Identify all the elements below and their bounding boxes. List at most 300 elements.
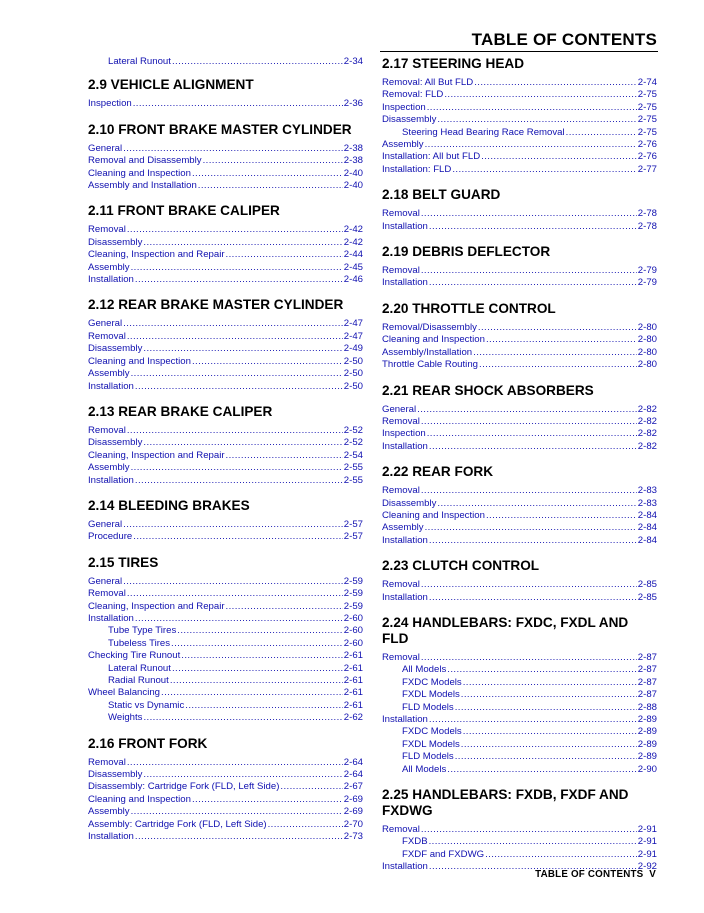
toc-entry-label: Checking Tire Runout [88,650,181,662]
toc-entry[interactable] [382,652,657,664]
toc-section [88,736,363,844]
header-rule [380,51,658,52]
toc-entry-page: 2-61 [343,650,363,662]
toc-entry-label: Removal [382,824,420,836]
dot-leader [437,114,636,126]
toc-entry[interactable] [382,127,657,139]
dot-leader [429,714,637,726]
dot-leader [133,531,343,543]
toc-section [382,56,657,176]
toc-entry-label: Removal and Disassembly [88,155,202,167]
toc-entry-page: 2-88 [637,701,657,713]
toc-entry[interactable] [382,139,657,151]
toc-entry-page: 2-52 [343,437,363,449]
toc-entry-label: Cleaning and Inspection [382,334,485,346]
toc-entry[interactable] [88,831,363,843]
toc-entry-page: 2-80 [637,321,657,333]
toc-entry[interactable] [382,114,657,126]
toc-entry-page: 2-89 [637,714,657,725]
toc-entry-page: 2-69 [343,793,363,805]
toc-entry-label: Wheel Balancing [88,687,160,699]
toc-entry-label: Assembly and Installation [88,180,197,192]
toc-entry-page: 2-75 [637,89,657,101]
dot-leader [421,579,637,591]
toc-entry[interactable] [382,510,657,522]
toc-entry-page: 2-82 [637,440,657,452]
toc-entry-page: 2-61 [343,699,363,711]
toc-entry[interactable] [88,794,363,806]
toc-entry-label: Assembly [382,139,424,151]
toc-entry[interactable] [382,498,657,510]
toc-entry[interactable] [88,519,363,531]
toc-entry-page: 2-50 [343,368,363,380]
toc-entry-label: Lateral Runout [108,56,171,67]
toc-entry[interactable] [88,531,363,543]
toc-entry-label: Removal: All But FLD [382,77,474,88]
toc-entry-label: Cleaning and Inspection [88,167,191,179]
toc-entry-label: Removal/Disassembly [382,321,477,333]
toc-entry[interactable] [382,726,657,738]
dot-leader [268,819,343,831]
toc-entry-page: 2-76 [637,139,657,151]
toc-entry-page: 2-78 [637,208,657,220]
toc-entry-label: Inspection [382,101,426,113]
toc-entry-label: Installation [88,474,134,486]
dot-leader [172,56,343,68]
toc-entry-page: 2-80 [637,334,657,346]
footer-page-number: V [649,869,656,880]
toc-entry[interactable] [88,588,363,600]
toc-entry[interactable] [88,381,363,393]
toc-entry-label: Weights [108,712,143,724]
toc-entry-label: Installation: FLD [382,163,452,175]
toc-entry[interactable] [382,441,657,453]
dot-leader [444,89,636,101]
toc-entry[interactable] [88,425,363,437]
dot-leader [421,652,637,664]
dot-leader [127,588,343,600]
toc-entry-page: 2-36 [343,98,363,110]
toc-entry-label: General [88,318,123,330]
toc-section [382,787,657,874]
section-title: 2.23 CLUTCH CONTROL [382,558,540,574]
toc-entry[interactable] [382,689,657,701]
toc-entry-label: Removal [382,579,420,591]
toc-entry-label: General [88,142,123,154]
toc-entry-label: Disassembly [382,497,437,509]
toc-entry-page: 2-76 [637,151,657,163]
section-title: 2.24 HANDLEBARS: FXDC, FXDL AND FLD [382,614,629,646]
dot-leader [461,739,637,751]
toc-entry[interactable] [382,764,657,776]
toc-entry-page: 2-92 [637,861,657,873]
toc-entry-label: FXDF and FXDWG [402,848,485,860]
toc-section [88,498,363,544]
toc-entry[interactable] [88,663,363,675]
toc-entry[interactable] [88,712,363,724]
toc-entry-label: Removal [382,415,420,427]
toc-entry[interactable] [382,359,657,371]
dot-leader [437,498,636,510]
toc-entry-label: Assembly/Installation [382,346,473,358]
toc-entry-page: 2-80 [637,359,657,371]
toc-entry-page: 2-59 [343,575,363,587]
dot-leader [429,441,637,453]
toc-entry[interactable] [88,56,363,68]
section-title: 2.13 REAR BRAKE CALIPER [88,403,273,419]
dot-leader [123,143,343,155]
toc-entry-label: Radial Runout [108,675,169,686]
toc-section [88,203,363,286]
page-header-title: TABLE OF CONTENTS [471,30,657,49]
toc-entry[interactable] [382,677,657,689]
dot-leader [421,416,637,428]
dot-leader [473,347,637,359]
toc-entry-page: 2-62 [343,712,363,724]
section-title: 2.17 STEERING HEAD [382,56,525,71]
dot-leader [461,689,637,701]
toc-entry-page: 2-89 [637,726,657,738]
toc-entry-page: 2-85 [637,591,657,603]
toc-entry-page: 2-87 [637,689,657,701]
toc-entry[interactable] [88,613,363,625]
toc-entry[interactable] [88,462,363,474]
toc-entry-page: 2-74 [637,77,657,88]
toc-entry-label: Disassembly [88,343,143,355]
toc-entry-label: FLD Models [402,701,454,713]
toc-entry[interactable] [88,819,363,831]
toc-entry-page: 2-50 [343,355,363,367]
dot-leader [192,168,343,180]
dot-leader [127,757,343,769]
dot-leader [135,475,343,487]
toc-entry[interactable] [88,700,363,712]
toc-entry-label: Removal [88,224,126,236]
toc-entry[interactable] [382,739,657,751]
toc-entry[interactable] [382,428,657,440]
toc-entry-label: Disassembly [382,114,437,126]
toc-entry[interactable] [88,475,363,487]
toc-entry-page: 2-82 [637,415,657,427]
toc-entry-page: 2-54 [343,449,363,461]
toc-entry-label: Removal [382,485,420,497]
toc-entry[interactable] [382,702,657,714]
toc-entry-label: Installation [88,612,134,624]
toc-entry-page: 2-55 [343,462,363,474]
toc-entry[interactable] [88,675,363,687]
toc-entry-label: Removal [88,588,126,600]
toc-entry[interactable] [88,274,363,286]
toc-entry-label: Installation [382,220,428,232]
toc-entry-label: Disassembly: Cartridge Fork (FLD, Left Side) [88,781,280,793]
toc-entry[interactable] [88,155,363,167]
toc-entry-label: Installation [382,591,428,603]
dot-leader [429,836,637,848]
toc-entry-label: Tube Type Tires [108,625,177,637]
dot-leader [447,764,637,776]
toc-entry[interactable] [88,224,363,236]
toc-entry[interactable] [382,751,657,763]
toc-entry[interactable] [382,836,657,848]
toc-entry-label: Cleaning, Inspection and Repair [88,600,225,612]
toc-entry-page: 2-87 [637,651,657,663]
dot-leader [486,510,637,522]
toc-entry[interactable] [382,592,657,604]
section-title: 2.18 BELT GUARD [382,187,501,203]
section-title: 2.15 TIRES [88,554,159,570]
toc-entry[interactable] [88,180,363,192]
toc-entry-label: Disassembly [88,437,143,449]
footer-title: TABLE OF CONTENTS [535,869,644,880]
toc-entry-label: FXDL Models [402,689,460,701]
dot-leader [181,650,343,662]
toc-entry[interactable] [382,824,657,836]
toc-entry-page: 2-55 [343,474,363,486]
toc-entry-page: 2-79 [637,277,657,289]
toc-section [88,404,363,487]
toc-entry[interactable] [382,347,657,359]
toc-entry-page: 2-84 [637,534,657,546]
toc-entry-label: Cleaning and Inspection [382,509,485,521]
toc-entry[interactable] [88,262,363,274]
section-title: 2.20 THROTTLE CONTROL [382,300,556,316]
toc-entry-page: 2-75 [637,126,657,138]
toc-entry-page: 2-67 [343,781,363,793]
toc-entry-label: Installation [382,861,428,873]
toc-entry-page: 2-40 [343,167,363,179]
toc-entry-label: Throttle Cable Routing [382,359,478,371]
toc-entry[interactable] [88,98,363,110]
dot-leader [143,343,342,355]
toc-entry-page: 2-84 [637,509,657,521]
toc-entry-label: Assembly [88,368,130,380]
toc-section [88,77,363,110]
toc-section [88,555,363,725]
section-title: 2.12 REAR BRAKE MASTER CYLINDER [88,297,344,313]
toc-column-left [88,56,363,854]
toc-entry-page: 2-64 [343,756,363,768]
toc-entry-page: 2-89 [637,751,657,763]
toc-entry-page: 2-59 [343,600,363,612]
toc-entry-label: Assembly [88,806,130,818]
toc-entry-page: 2-60 [343,612,363,624]
toc-entry-page: 2-91 [637,848,657,860]
section-title: 2.10 FRONT BRAKE MASTER CYLINDER [88,121,352,137]
dot-leader [135,274,343,286]
dot-leader [127,425,343,437]
section-title: 2.14 BLEEDING BRAKES [88,497,250,513]
toc-entry-page: 2-59 [343,588,363,600]
toc-entry[interactable] [382,416,657,428]
dot-leader [429,277,637,289]
toc-entry[interactable] [382,535,657,547]
toc-entry[interactable] [88,143,363,155]
toc-entry[interactable] [382,664,657,676]
toc-section [382,301,657,372]
dot-leader [429,221,637,233]
dot-leader [427,102,637,114]
toc-entry-page: 2-42 [343,224,363,236]
dot-leader [131,262,343,274]
toc-entry[interactable] [88,625,363,637]
toc-entry-page: 2-83 [637,497,657,509]
dot-leader [474,77,637,89]
section-title: 2.25 HANDLEBARS: FXDB, FXDF AND FXDWG [382,787,629,819]
toc-entry-label: Tubeless Tires [108,637,171,649]
toc-entry-label: Removal [88,756,126,768]
toc-entry-page: 2-34 [343,56,363,67]
toc-entry[interactable] [88,168,363,180]
toc-column-right [382,56,657,885]
toc-entry[interactable] [88,601,363,613]
toc-entry-label: Static vs Dynamic [108,699,185,711]
toc-entry[interactable] [382,77,657,89]
dot-leader [171,638,343,650]
toc-entry[interactable] [88,237,363,249]
dot-leader [486,334,637,346]
toc-entry[interactable] [88,450,363,462]
toc-entry-page: 2-69 [343,806,363,818]
toc-section [382,383,657,454]
dot-leader [131,806,343,818]
toc-entry-label: General [88,575,123,587]
toc-entry[interactable] [382,221,657,233]
toc-entry[interactable] [382,277,657,289]
toc-entry-page: 2-47 [343,330,363,342]
toc-entry[interactable] [382,208,657,220]
toc-entry[interactable] [382,404,657,416]
dot-leader [226,601,343,613]
dot-leader [143,769,342,781]
toc-entry[interactable] [382,849,657,861]
toc-entry[interactable] [88,318,363,330]
toc-entry-label: Inspection [88,98,132,110]
toc-entry-page: 2-47 [343,318,363,330]
toc-entry-page: 2-85 [637,579,657,591]
toc-entry[interactable] [382,151,657,163]
toc-entry-page: 2-60 [343,637,363,649]
toc-entry[interactable] [88,249,363,261]
dot-leader [452,164,636,176]
toc-entry[interactable] [382,322,657,334]
dot-leader [135,831,343,843]
section-title: 2.9 VEHICLE ALIGNMENT [88,77,254,93]
dot-leader [226,249,343,261]
toc-entry-page: 2-75 [637,114,657,126]
toc-entry-label: Assembly [88,261,130,273]
toc-entry-page: 2-60 [343,625,363,637]
toc-entry[interactable] [88,576,363,588]
toc-section [88,297,363,392]
dot-leader [417,404,637,416]
dot-leader [421,485,637,497]
toc-entry[interactable] [88,650,363,662]
toc-entry-label: Removal [382,208,420,220]
dot-leader [463,677,637,689]
toc-entry[interactable] [382,485,657,497]
toc-entry[interactable] [88,437,363,449]
lead-entries [88,56,363,68]
dot-leader [481,151,637,163]
toc-entry-label: Cleaning, Inspection and Repair [88,449,225,461]
toc-entry-page: 2-45 [343,261,363,273]
section-title: 2.19 DEBRIS DEFLECTOR [382,244,551,260]
toc-entry[interactable] [88,781,363,793]
dot-leader [143,712,342,724]
toc-entry-page: 2-84 [637,522,657,534]
toc-entry[interactable] [88,757,363,769]
toc-entry[interactable] [88,638,363,650]
dot-leader [161,687,343,699]
toc-entry[interactable] [382,334,657,346]
dot-leader [172,663,343,675]
toc-entry[interactable] [88,368,363,380]
dot-leader [226,450,343,462]
dot-leader [203,155,343,167]
dot-leader [455,751,637,763]
dot-leader [133,98,343,110]
toc-entry-page: 2-61 [343,687,363,699]
toc-entry-page: 2-90 [637,763,657,775]
toc-entry[interactable] [88,343,363,355]
toc-entry-label: FXDC Models [402,726,462,738]
toc-entry-label: Cleaning and Inspection [88,355,191,367]
toc-section [382,615,657,776]
dot-leader [123,318,343,330]
toc-entry[interactable] [382,579,657,591]
toc-entry-label: Disassembly [88,236,143,248]
toc-entry[interactable] [382,102,657,114]
left-sections [88,77,363,843]
toc-entry-page: 2-42 [343,236,363,248]
toc-entry[interactable] [88,356,363,368]
dot-leader [192,356,343,368]
dot-leader [478,322,637,334]
toc-entry-page: 2-75 [637,101,657,113]
dot-leader [127,331,343,343]
toc-entry-page: 2-38 [343,155,363,167]
toc-entry[interactable] [88,687,363,699]
dot-leader [421,208,637,220]
toc-entry-page: 2-87 [637,664,657,676]
section-title: 2.22 REAR FORK [382,464,494,480]
dot-leader [447,664,637,676]
toc-entry-page: 2-38 [343,142,363,154]
toc-entry[interactable] [382,265,657,277]
dot-leader [192,794,343,806]
toc-entry[interactable] [88,769,363,781]
dot-leader [429,535,637,547]
dot-leader [135,613,343,625]
toc-entry[interactable] [382,164,657,176]
toc-entry-page: 2-91 [637,824,657,836]
dot-leader [131,368,343,380]
toc-entry[interactable] [88,806,363,818]
toc-entry-label: Assembly: Cartridge Fork (FLD, Left Side) [88,818,267,830]
toc-entry-page: 2-40 [343,180,363,192]
toc-entry[interactable] [382,89,657,101]
toc-entry[interactable] [88,331,363,343]
toc-entry-page: 2-64 [343,769,363,781]
toc-entry-page: 2-91 [637,836,657,848]
toc-entry[interactable] [382,714,657,726]
toc-entry-page: 2-77 [637,163,657,175]
toc-entry[interactable] [382,522,657,534]
toc-entry-label: Lateral Runout [108,662,171,674]
toc-entry-page: 2-70 [343,818,363,830]
toc-entry-label: FXDB [402,836,428,848]
dot-leader [425,139,637,151]
